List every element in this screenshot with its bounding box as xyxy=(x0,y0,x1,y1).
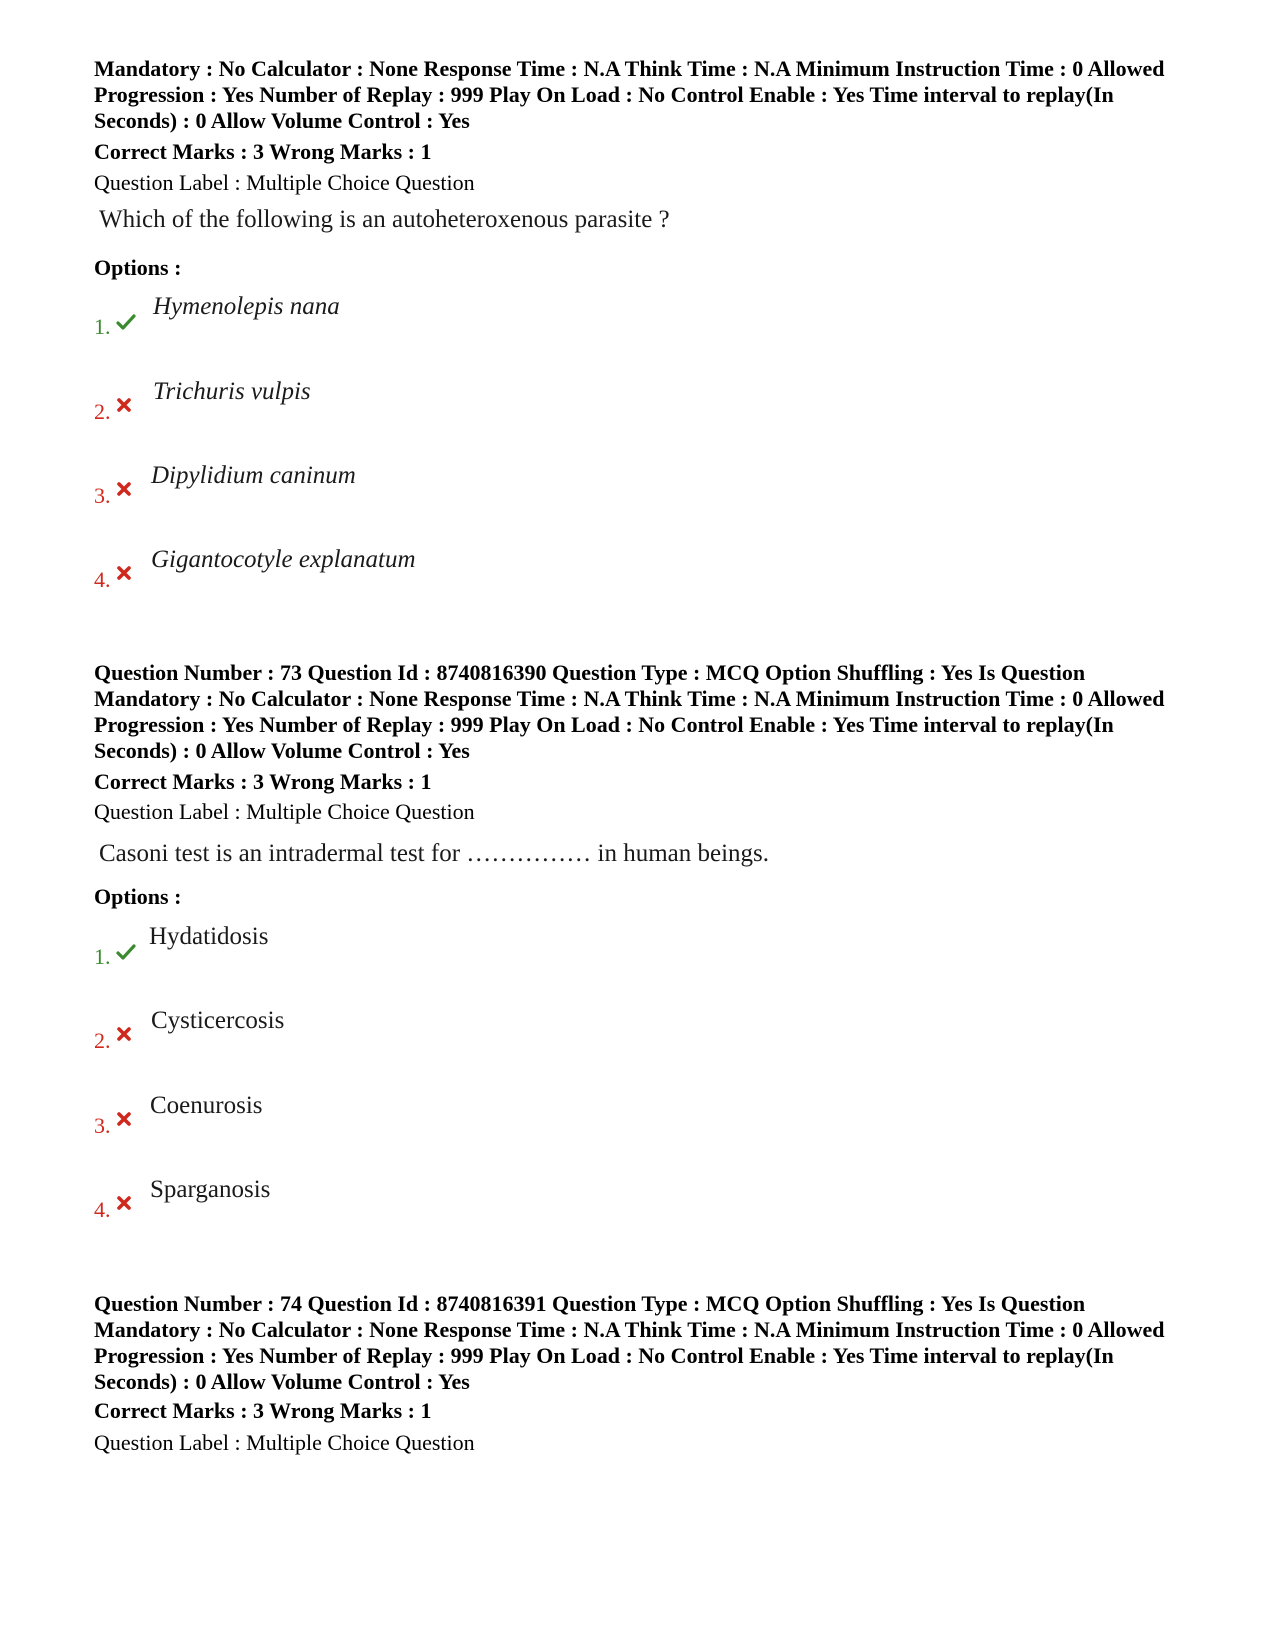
cross-icon xyxy=(116,481,132,497)
option-item xyxy=(94,461,794,511)
option-text: Hydatidosis xyxy=(149,923,269,950)
cross-icon xyxy=(116,1026,132,1042)
option-text: Gigantocotyle explanatum xyxy=(151,546,416,573)
option-number: 2. xyxy=(94,1028,111,1053)
question-label: Question Label : Multiple Choice Question xyxy=(94,170,475,195)
cross-icon xyxy=(116,1111,132,1127)
option-text: Coenurosis xyxy=(150,1092,263,1119)
option-item xyxy=(94,1091,794,1141)
check-icon xyxy=(116,312,136,332)
question-meta: Question Number : 74 Question Id : 8740816391 Question Type : MCQ Option Shuffling : Yes Is Question Mandatory : No Calculator : None Response Time : N.A Think Time : N.A Minimum Instruction Time : 0 Allowed Progression : Yes Number of Replay : 999 Play On Load : No Control Enable : Yes Time interval to replay(In Seconds) : 0 Allow Volume Control : Yes xyxy=(94,1291,1165,1394)
question-text: Casoni test is an intradermal test for …………… in human beings. xyxy=(99,840,770,867)
option-item xyxy=(94,377,794,427)
cross-icon xyxy=(116,397,132,413)
options-heading: Options : xyxy=(94,884,182,909)
question-text: Which of the following is an autoheteroxenous parasite ? xyxy=(99,206,670,233)
option-text: Trichuris vulpis xyxy=(153,378,311,405)
question-label: Question Label : Multiple Choice Question xyxy=(94,799,475,824)
marks-line: Correct Marks : 3 Wrong Marks : 1 xyxy=(94,139,432,164)
option-number: 4. xyxy=(94,1197,111,1222)
option-number: 1. xyxy=(94,944,111,969)
question-meta: Mandatory : No Calculator : None Response Time : N.A Think Time : N.A Minimum Instruction Time : 0 Allowed Progression : Yes Number of Replay : 999 Play On Load : No Control Enable : Yes Time interval to replay(In Seconds) : 0 Allow Volume Control : Yes xyxy=(94,56,1165,133)
option-number: 3. xyxy=(94,1113,111,1138)
marks-line: Correct Marks : 3 Wrong Marks : 1 xyxy=(94,769,432,794)
option-text: Sparganosis xyxy=(150,1176,271,1203)
question-meta: Question Number : 73 Question Id : 8740816390 Question Type : MCQ Option Shuffling : Yes Is Question Mandatory : No Calculator : None Response Time : N.A Think Time : N.A Minimum Instruction Time : 0 Allowed Progression : Yes Number of Replay : 999 Play On Load : No Control Enable : Yes Time interval to replay(In Seconds) : 0 Allow Volume Control : Yes xyxy=(94,660,1165,763)
check-icon xyxy=(116,942,136,962)
option-number: 4. xyxy=(94,567,111,592)
option-item xyxy=(94,1175,794,1225)
option-text: Dipylidium caninum xyxy=(151,462,356,489)
option-item xyxy=(94,545,794,595)
cross-icon xyxy=(116,565,132,581)
options-heading: Options : xyxy=(94,255,182,280)
option-number: 3. xyxy=(94,483,111,508)
question-label: Question Label : Multiple Choice Question xyxy=(94,1430,475,1455)
option-item xyxy=(94,922,794,972)
option-number: 2. xyxy=(94,399,111,424)
option-item xyxy=(94,292,794,342)
cross-icon xyxy=(116,1195,132,1211)
option-number: 1. xyxy=(94,314,111,339)
option-item xyxy=(94,1006,794,1056)
option-text: Cysticercosis xyxy=(151,1007,285,1034)
marks-line: Correct Marks : 3 Wrong Marks : 1 xyxy=(94,1398,432,1423)
option-text: Hymenolepis nana xyxy=(153,293,340,320)
